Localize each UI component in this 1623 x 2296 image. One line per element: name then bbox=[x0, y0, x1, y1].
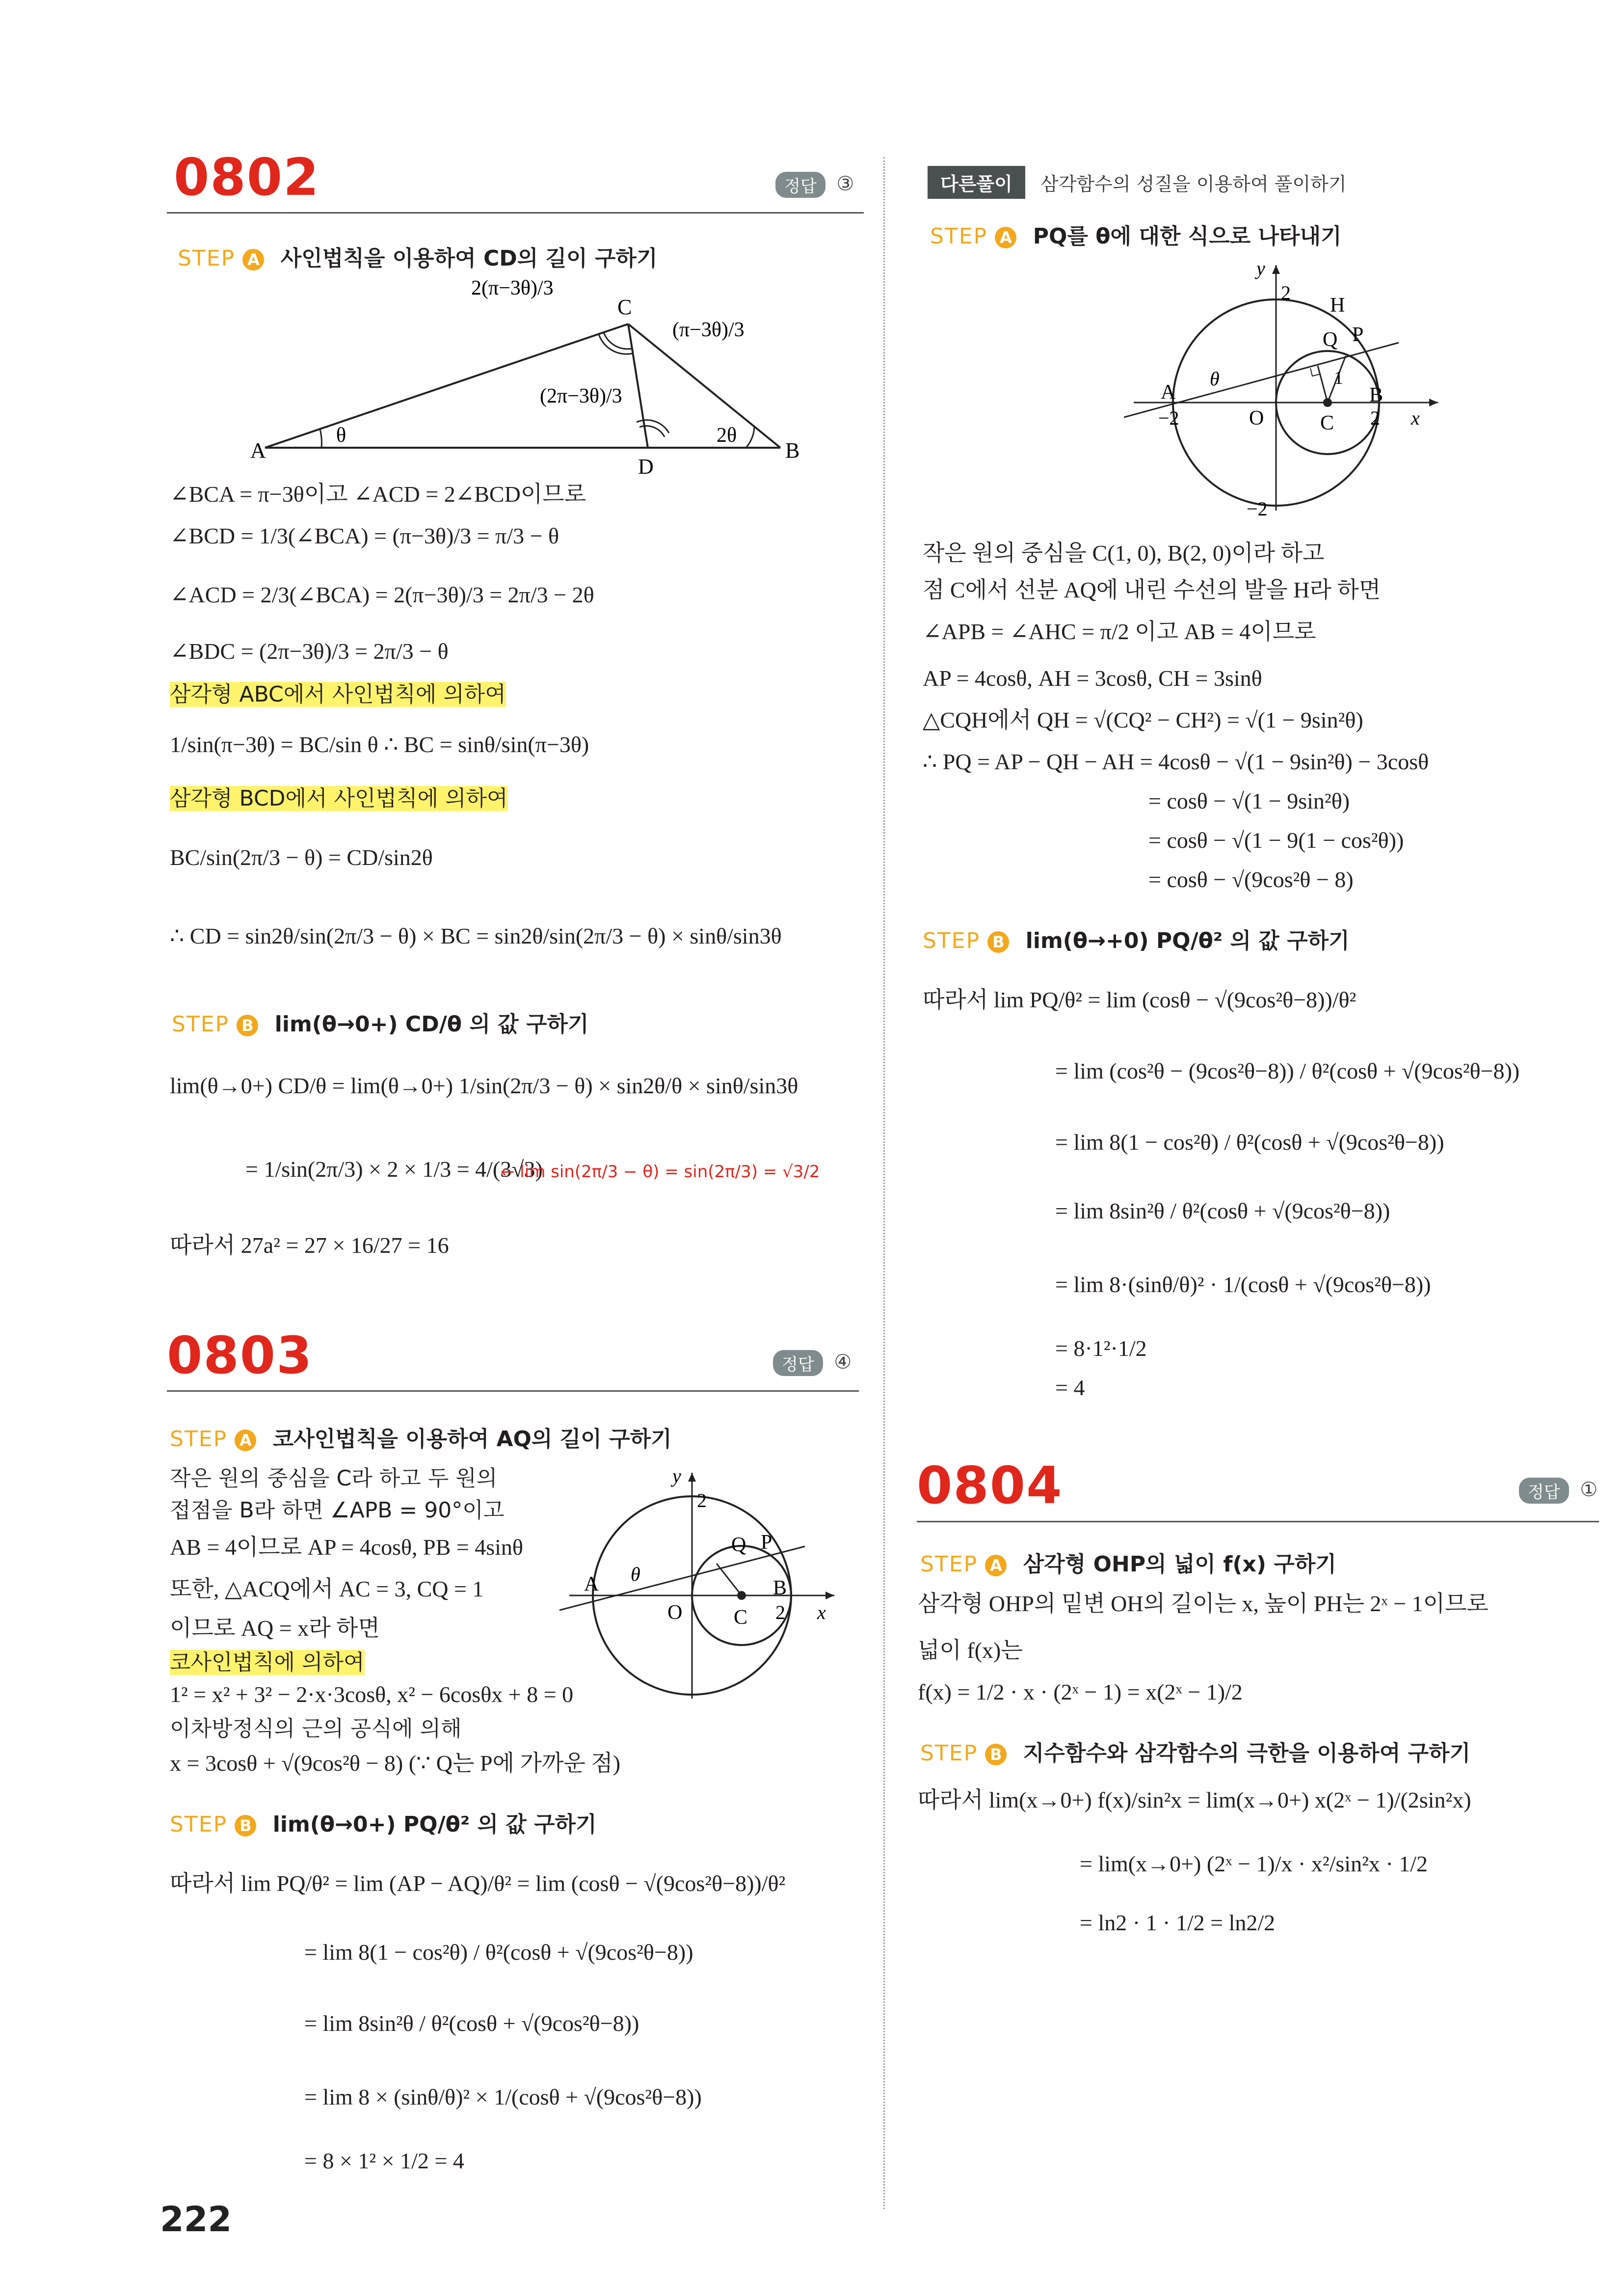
line-0802-4: ∠BDC = (2π−3θ)/3 = 2π/3 − θ bbox=[170, 639, 449, 664]
step-badge: B bbox=[987, 931, 1009, 953]
step-b-0804 bbox=[920, 1735, 1470, 1767]
line-alt-7: = cosθ − √(1 − 9sin²θ) bbox=[1148, 788, 1350, 813]
label-p: P bbox=[761, 1531, 772, 1554]
step-title: 사인법칙을 이용하여 CD의 길이 구하기 bbox=[280, 246, 658, 271]
alt-solution-banner: 다른풀이 bbox=[928, 166, 1025, 199]
step-title: lim(θ→0+) CD/θ 의 값 구하기 bbox=[274, 1012, 589, 1037]
step-title: 지수함수와 삼각함수의 극한을 이용하여 구하기 bbox=[1023, 1741, 1471, 1766]
answer-0804 bbox=[1519, 1478, 1597, 1504]
label-neg2-bottom: −2 bbox=[1247, 498, 1268, 520]
circles-figure-alt bbox=[1124, 255, 1467, 520]
angle-right-label: (π−3θ)/3 bbox=[672, 319, 745, 341]
vertex-d: D bbox=[638, 455, 654, 479]
label-q: Q bbox=[731, 1534, 746, 1556]
answer-value: ③ bbox=[836, 172, 854, 195]
step-badge: B bbox=[235, 1815, 256, 1837]
line-0802-2: ∠BCD = 1/3(∠BCA) = (π−3θ)/3 = π/3 − θ bbox=[170, 523, 559, 548]
label-c: C bbox=[734, 1606, 748, 1629]
label-q: Q bbox=[1323, 328, 1338, 351]
eq-0804-3: = ln2 · 1 · 1/2 = ln2/2 bbox=[1080, 1910, 1276, 1935]
step-tag: STEP bbox=[930, 224, 988, 249]
answer-0802 bbox=[775, 172, 854, 198]
step-tag: STEP bbox=[923, 928, 981, 953]
label-p: P bbox=[1352, 324, 1364, 346]
label-x: x bbox=[817, 1601, 826, 1623]
step-b-0803 bbox=[170, 1807, 597, 1838]
eq-0802-2: BC/sin(2π/3 − θ) = CD/sin2θ bbox=[170, 845, 433, 870]
step-tag: STEP bbox=[170, 1427, 228, 1452]
eq-alt-1: 따라서 lim PQ/θ² = lim (cosθ − √(9cos²θ−8))/θ² bbox=[923, 987, 1357, 1012]
label-a: A bbox=[1161, 381, 1176, 404]
line-0804-2: 넓이 f(x)는 bbox=[918, 1638, 1023, 1663]
divider-0803 bbox=[167, 1390, 859, 1392]
label-2-right: 2 bbox=[1370, 407, 1380, 429]
highlight-0802-2 bbox=[170, 785, 508, 812]
note-0802: ← lim sin(2π/3 − θ) = sin(2π/3) = √3/2 bbox=[501, 1162, 820, 1182]
eq-0803-4: 따라서 lim PQ/θ² = lim (AP − AQ)/θ² = lim (cosθ − √(9cos²θ−8))/θ² bbox=[170, 1871, 786, 1896]
step-b-0802 bbox=[172, 1006, 589, 1038]
step-tag: STEP bbox=[920, 1552, 978, 1577]
highlight-text: 삼각형 ABC에서 사인법칙에 의하여 bbox=[170, 682, 506, 707]
step-badge: B bbox=[237, 1015, 258, 1036]
label-y: y bbox=[672, 1465, 681, 1487]
step-title: lim(θ→+0) PQ/θ² 의 값 구하기 bbox=[1025, 928, 1350, 953]
line-0803-2: 접점을 B라 하면 ∠APB = 90°이고 bbox=[170, 1498, 505, 1523]
problem-number-0802: 0802 bbox=[174, 147, 320, 207]
line-alt-6: ∴ PQ = AP − QH − AH = 4cosθ − √(1 − 9sin²θ) − 3cosθ bbox=[923, 749, 1429, 774]
eq-alt-2: = lim (cos²θ − (9cos²θ−8)) / θ²(cosθ + √(9cos²θ−8)) bbox=[1055, 1058, 1520, 1083]
eq-alt-5: = lim 8·(sinθ/θ)² · 1/(cosθ + √(9cos²θ−8)) bbox=[1055, 1272, 1431, 1297]
step-badge: A bbox=[235, 1430, 256, 1451]
angle-theta-label: θ bbox=[336, 424, 346, 447]
line-alt-8: = cosθ − √(1 − 9(1 − cos²θ)) bbox=[1148, 828, 1404, 853]
step-badge: A bbox=[985, 1555, 1007, 1576]
vertex-b: B bbox=[785, 438, 800, 462]
step-title: 코사인법칙을 이용하여 AQ의 길이 구하기 bbox=[272, 1427, 672, 1452]
eq-0802-3: ∴ CD = sin2θ/sin(2π/3 − θ) × BC = sin2θ/sin(2π/3 − θ) × sinθ/sin3θ bbox=[170, 923, 782, 948]
label-a: A bbox=[584, 1573, 599, 1595]
line-alt-1: 작은 원의 중심을 C(1, 0), B(2, 0)이라 하고 bbox=[923, 540, 1325, 566]
line-alt-2: 점 C에서 선분 AQ에 내린 수선의 발을 H라 하면 bbox=[923, 577, 1381, 602]
label-h: H bbox=[1330, 294, 1345, 317]
eq-0803-7: = lim 8 × (sinθ/θ)² × 1/(cosθ + √(9cos²θ−8)) bbox=[304, 2084, 702, 2109]
label-theta: θ bbox=[631, 1563, 640, 1585]
answer-value: ① bbox=[1580, 1478, 1598, 1501]
line-alt-4: AP = 4cosθ, AH = 3cosθ, CH = 3sinθ bbox=[923, 666, 1262, 691]
divider-0804 bbox=[917, 1521, 1599, 1522]
step-a-0804 bbox=[920, 1546, 1336, 1578]
answer-value: ④ bbox=[834, 1351, 852, 1374]
step-a-alt bbox=[930, 218, 1342, 250]
highlight-text: 삼각형 BCD에서 사인법칙에 의하여 bbox=[170, 786, 508, 811]
page-number: 222 bbox=[160, 2199, 232, 2240]
answer-label: 정답 bbox=[1519, 1478, 1569, 1504]
label-2-top: 2 bbox=[697, 1489, 707, 1512]
step-title: lim(θ→0+) PQ/θ² 의 값 구하기 bbox=[272, 1812, 597, 1837]
line-0803-1: 작은 원의 중심을 C라 하고 두 원의 bbox=[170, 1466, 498, 1491]
step-tag: STEP bbox=[172, 1012, 230, 1037]
eq-alt-3: = lim 8(1 − cos²θ) / θ²(cosθ + √(9cos²θ−8)) bbox=[1055, 1130, 1444, 1155]
line-0803-5: 이므로 AQ = x라 하면 bbox=[170, 1616, 380, 1641]
answer-0803 bbox=[773, 1350, 851, 1376]
label-b: B bbox=[773, 1577, 787, 1599]
eq-0803-1: 1² = x² + 3² − 2·x·3cosθ, x² − 6cosθx + 8 = 0 bbox=[170, 1682, 574, 1707]
step-badge: A bbox=[995, 227, 1016, 248]
line-0802-3: ∠ACD = 2/3(∠BCA) = 2(π−3θ)/3 = 2π/3 − 2θ bbox=[170, 582, 594, 607]
label-theta: θ bbox=[1210, 368, 1220, 390]
eq-alt-4: = lim 8sin²θ / θ²(cosθ + √(9cos²θ−8)) bbox=[1055, 1198, 1390, 1223]
step-badge: B bbox=[985, 1744, 1007, 1765]
vertex-a: A bbox=[250, 438, 266, 462]
highlight-0802-1 bbox=[170, 681, 506, 708]
label-o: O bbox=[1249, 407, 1264, 430]
circles-figure-0803 bbox=[550, 1463, 844, 1718]
highlight-0803 bbox=[170, 1649, 365, 1676]
eq-0803-8: = 8 × 1² × 1/2 = 4 bbox=[304, 2148, 464, 2173]
line-0804-3: f(x) = 1/2 · x · (2ˣ − 1) = x(2ˣ − 1)/2 bbox=[918, 1679, 1243, 1704]
eq-0802-1: 1/sin(π−3θ) = BC/sin θ ∴ BC = sinθ/sin(π−3θ) bbox=[170, 732, 589, 757]
label-y: y bbox=[1256, 257, 1265, 279]
line-0804-1: 삼각형 OHP의 밑변 OH의 길이는 x, 높이 PH는 2ˣ − 1이므로 bbox=[918, 1591, 1489, 1616]
line-0803-4: 또한, △ACQ에서 AC = 3, CQ = 1 bbox=[170, 1576, 484, 1601]
problem-number-0803: 0803 bbox=[167, 1325, 313, 1385]
line-0803-3: AB = 4이므로 AP = 4cosθ, PB = 4sinθ bbox=[170, 1535, 523, 1560]
highlight-text: 코사인법칙에 의하여 bbox=[170, 1650, 365, 1675]
answer-label: 정답 bbox=[775, 172, 825, 198]
label-c: C bbox=[1320, 412, 1334, 434]
step-b-alt bbox=[923, 923, 1350, 954]
step-a-0803 bbox=[170, 1421, 672, 1453]
step-tag: STEP bbox=[920, 1741, 978, 1766]
eq-0802-4: lim(θ→0+) CD/θ = lim(θ→0+) 1/sin(2π/3 − θ) × sin2θ/θ × sinθ/sin3θ bbox=[170, 1073, 798, 1098]
step-a-0802 bbox=[178, 241, 657, 272]
line-alt-9: = cosθ − √(9cos²θ − 8) bbox=[1148, 867, 1354, 892]
step-badge: A bbox=[242, 249, 264, 270]
line-alt-3: ∠APB = ∠AHC = π/2 이고 AB = 4이므로 bbox=[923, 619, 1316, 644]
label-neg2-left: −2 bbox=[1158, 407, 1179, 429]
angle-2theta-label: 2θ bbox=[717, 424, 737, 447]
line-alt-5: △CQH에서 QH = √(CQ² − CH²) = √(1 − 9sin²θ) bbox=[923, 707, 1363, 732]
eq-0804-2: = lim(x→0+) (2ˣ − 1)/x · x²/sin²x · 1/2 bbox=[1080, 1851, 1428, 1876]
eq-alt-6: = 8·1²·1/2 bbox=[1055, 1336, 1147, 1361]
alt-solution-desc: 삼각함수의 성질을 이용하여 풀이하기 bbox=[1040, 173, 1347, 195]
triangle-figure bbox=[236, 275, 825, 481]
angle-top-label: 2(π−3θ)/3 bbox=[471, 277, 554, 299]
label-b: B bbox=[1369, 384, 1384, 406]
label-o: O bbox=[667, 1601, 683, 1624]
eq-0802-5: = 1/sin(2π/3) × 2 × 1/3 = 4/(3√3) bbox=[245, 1157, 543, 1182]
eq-0803-5: = lim 8(1 − cos²θ) / θ²(cosθ + √(9cos²θ−8)) bbox=[304, 1940, 693, 1965]
step-title: PQ를 θ에 대한 식으로 나타내기 bbox=[1033, 224, 1342, 249]
step-tag: STEP bbox=[170, 1812, 228, 1837]
label-x: x bbox=[1411, 407, 1420, 429]
problem-number-0804: 0804 bbox=[917, 1456, 1063, 1515]
eq-0804-1: 따라서 lim(x→0+) f(x)/sin²x = lim(x→0+) x(2ˣ − 1)/(2sin²x) bbox=[918, 1787, 1471, 1812]
angle-mid-label: (2π−3θ)/3 bbox=[540, 385, 622, 407]
answer-label: 정답 bbox=[773, 1350, 823, 1376]
line-0802-1: ∠BCA = π−3θ이고 ∠ACD = 2∠BCD이므로 bbox=[170, 482, 586, 507]
eq-0803-3: x = 3cosθ + √(9cos²θ − 8) (∵ Q는 P에 가까운 점) bbox=[170, 1751, 621, 1776]
step-title: 삼각형 OHP의 넓이 f(x) 구하기 bbox=[1023, 1552, 1336, 1577]
divider-0802 bbox=[167, 212, 864, 214]
label-1: 1 bbox=[1334, 368, 1343, 388]
label-2-top: 2 bbox=[1281, 282, 1291, 304]
eq-0803-2: 이차방정식의 근의 공식에 의해 bbox=[170, 1716, 462, 1741]
eq-0803-6: = lim 8sin²θ / θ²(cosθ + √(9cos²θ−8)) bbox=[304, 2011, 639, 2036]
step-tag: STEP bbox=[178, 246, 236, 271]
eq-0802-6: 따라서 27a² = 27 × 16/27 = 16 bbox=[170, 1233, 449, 1258]
label-2-right: 2 bbox=[775, 1601, 785, 1623]
column-separator bbox=[883, 157, 885, 2209]
eq-alt-7: = 4 bbox=[1055, 1375, 1085, 1400]
vertex-c: C bbox=[617, 295, 632, 319]
